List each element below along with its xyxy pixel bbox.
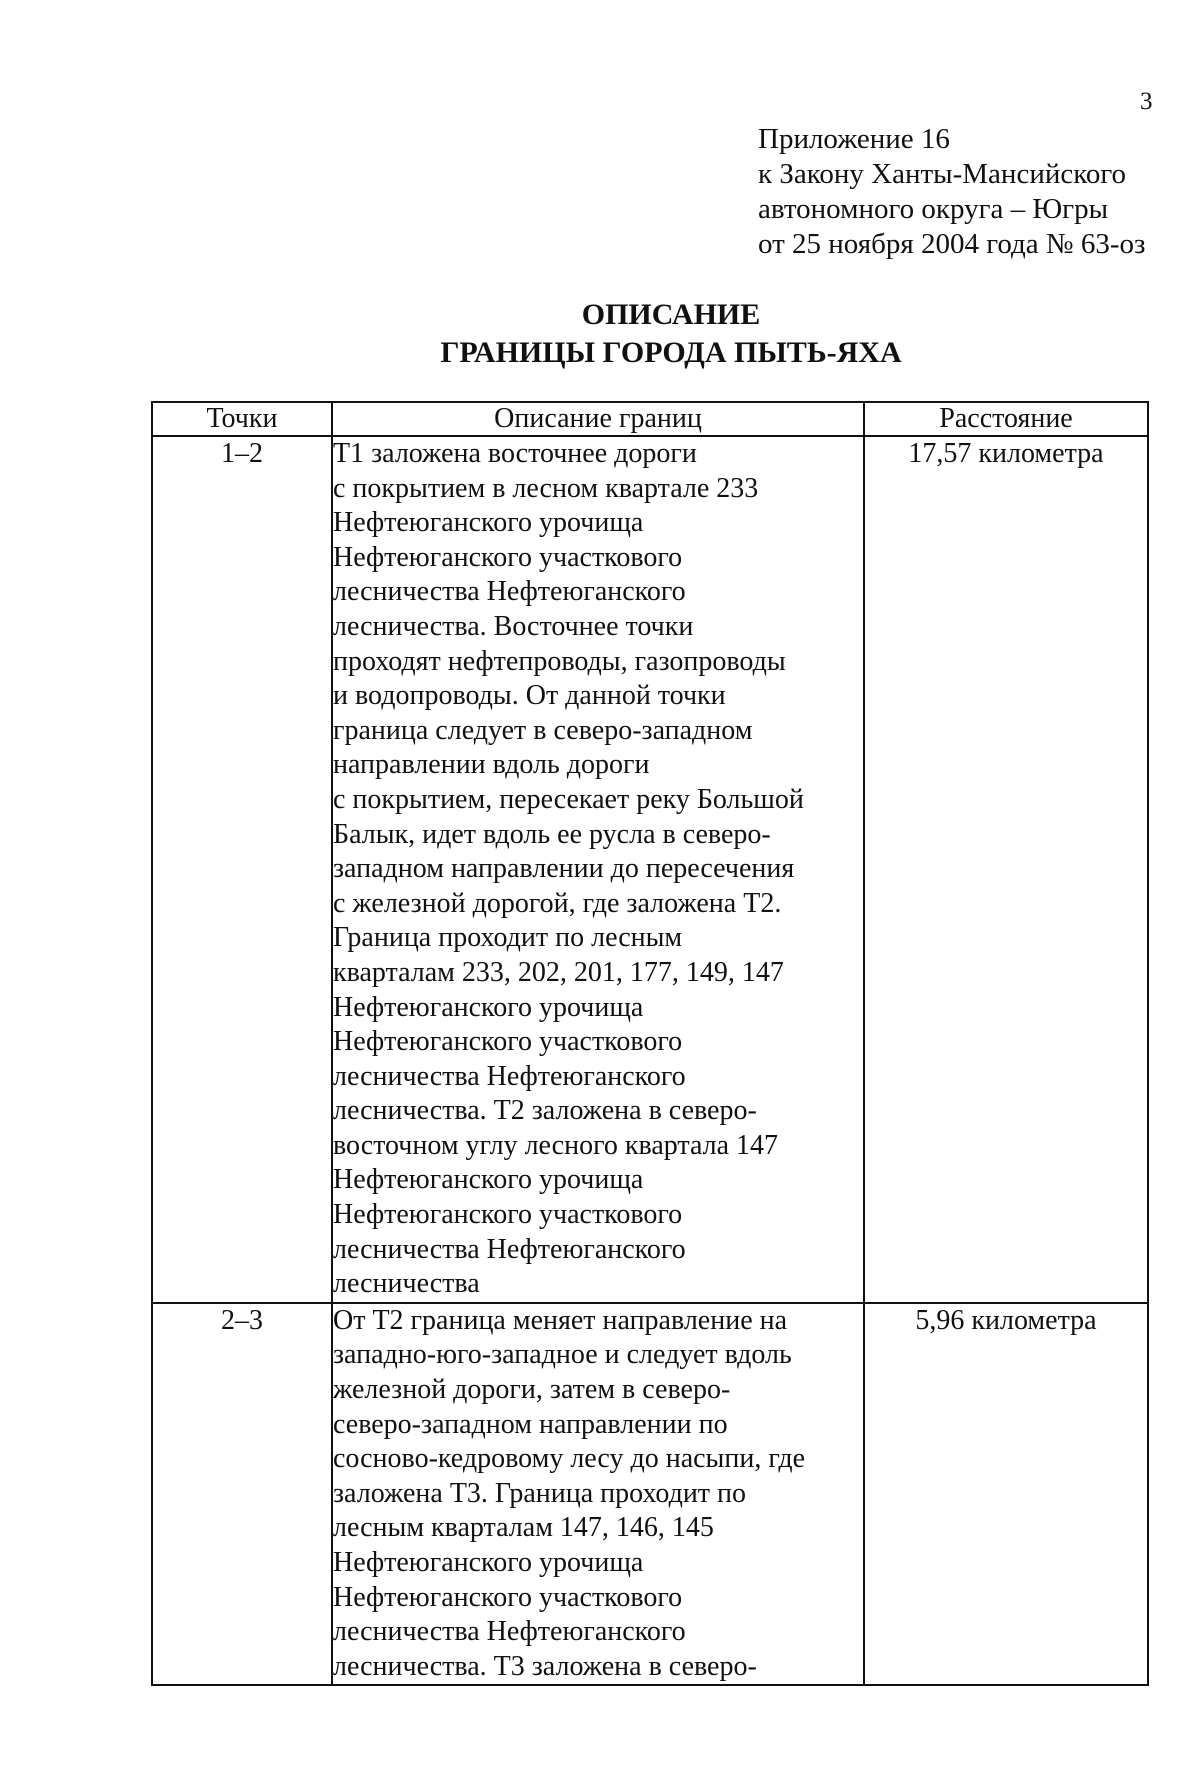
annex-line: к Закону Ханты-Мансийского [758, 158, 1127, 190]
table-row [152, 436, 1148, 1303]
description-line: лесничества. Восточнее точки [333, 610, 694, 642]
description-line: лесным кварталам 147, 146, 145 [333, 1512, 714, 1544]
title-line-2: ГРАНИЦЫ ГОРОДА ПЫТЬ-ЯХА [440, 336, 902, 369]
title-line-1: ОПИСАНИЕ [581, 298, 761, 331]
table-header-row [152, 402, 1148, 436]
row-distance: 17,57 километра [864, 436, 1148, 1303]
description-line: Нефтеюганского урочища [333, 507, 644, 539]
description-line: Балык, идет вдоль ее русла в северо- [333, 818, 771, 850]
description-line: Нефтеюганского участкового [333, 1199, 683, 1231]
description-line: с покрытием, пересекает реку Большой [333, 783, 804, 815]
description-line: От Т2 граница меняет направление на [333, 1304, 788, 1336]
description-line: восточном углу лесного квартала 147 [333, 1129, 779, 1161]
description-line: лесничества. Т2 заложена в северо- [333, 1095, 757, 1127]
header-points: Точки [152, 402, 332, 436]
header-distance: Расстояние [864, 402, 1148, 436]
description-line: с железной дорогой, где заложена Т2. [333, 887, 782, 919]
header-description: Описание границ [332, 402, 864, 436]
description-line: западно-юго-западное и следует вдоль [333, 1339, 792, 1371]
description-line: граница следует в северо-западном [333, 714, 753, 746]
annex-line: автономного округа – Югры [758, 193, 1109, 225]
document-title [0, 296, 1200, 372]
description-line: Нефтеюганского участкового [333, 1026, 683, 1058]
description-line: Нефтеюганского участкового [333, 1581, 683, 1613]
row-description [332, 436, 864, 1303]
description-line: кварталам 233, 202, 201, 177, 149, 147 [333, 956, 784, 988]
description-line: лесничества Нефтеюганского [333, 1060, 686, 1092]
description-line: лесничества Нефтеюганского [333, 1233, 686, 1265]
page-number: 3 [1140, 88, 1153, 115]
description-line: лесничества. Т3 заложена в северо- [333, 1650, 757, 1682]
table-row [152, 1303, 1148, 1686]
description-line: с покрытием в лесном квартале 233 [333, 472, 759, 504]
description-line: Нефтеюганского урочища [333, 1547, 644, 1578]
description-line: заложена Т3. Граница проходит по [333, 1477, 747, 1509]
boundary-table [151, 401, 1149, 1686]
description-line: Нефтеюганского урочища [333, 1164, 644, 1196]
description-line: западном направлении до пересечения [333, 853, 795, 885]
description-line: Нефтеюганского участкового [333, 541, 683, 573]
row-distance: 5,96 километра [864, 1303, 1148, 1686]
description-line: проходят нефтепроводы, газопроводы [333, 645, 786, 677]
row-points: 1–2 [152, 436, 332, 1303]
row-points: 2–3 [152, 1303, 332, 1686]
description-line: лесничества Нефтеюганского [333, 1616, 686, 1648]
annex-line: Приложение 16 [758, 123, 950, 155]
description-line: Нефтеюганского урочища [333, 991, 644, 1023]
description-line: лесничества [333, 1268, 480, 1300]
description-line: лесничества Нефтеюганского [333, 576, 686, 608]
description-line: сосново-кедровому лесу до насыпи, где [333, 1443, 806, 1475]
description-line: направлении вдоль дороги [333, 749, 650, 781]
description-line: Граница проходит по лесным [333, 922, 683, 954]
description-line: Т1 заложена восточнее дороги [333, 438, 697, 469]
description-line: северо-западном направлении по [333, 1408, 728, 1440]
description-line: и водопроводы. От данной точки [333, 680, 726, 712]
description-line: железной дороги, затем в северо- [333, 1374, 731, 1406]
row-description [332, 1303, 864, 1686]
annex-reference [758, 122, 1145, 262]
annex-line: от 25 ноября 2004 года № 63-оз [758, 228, 1146, 260]
